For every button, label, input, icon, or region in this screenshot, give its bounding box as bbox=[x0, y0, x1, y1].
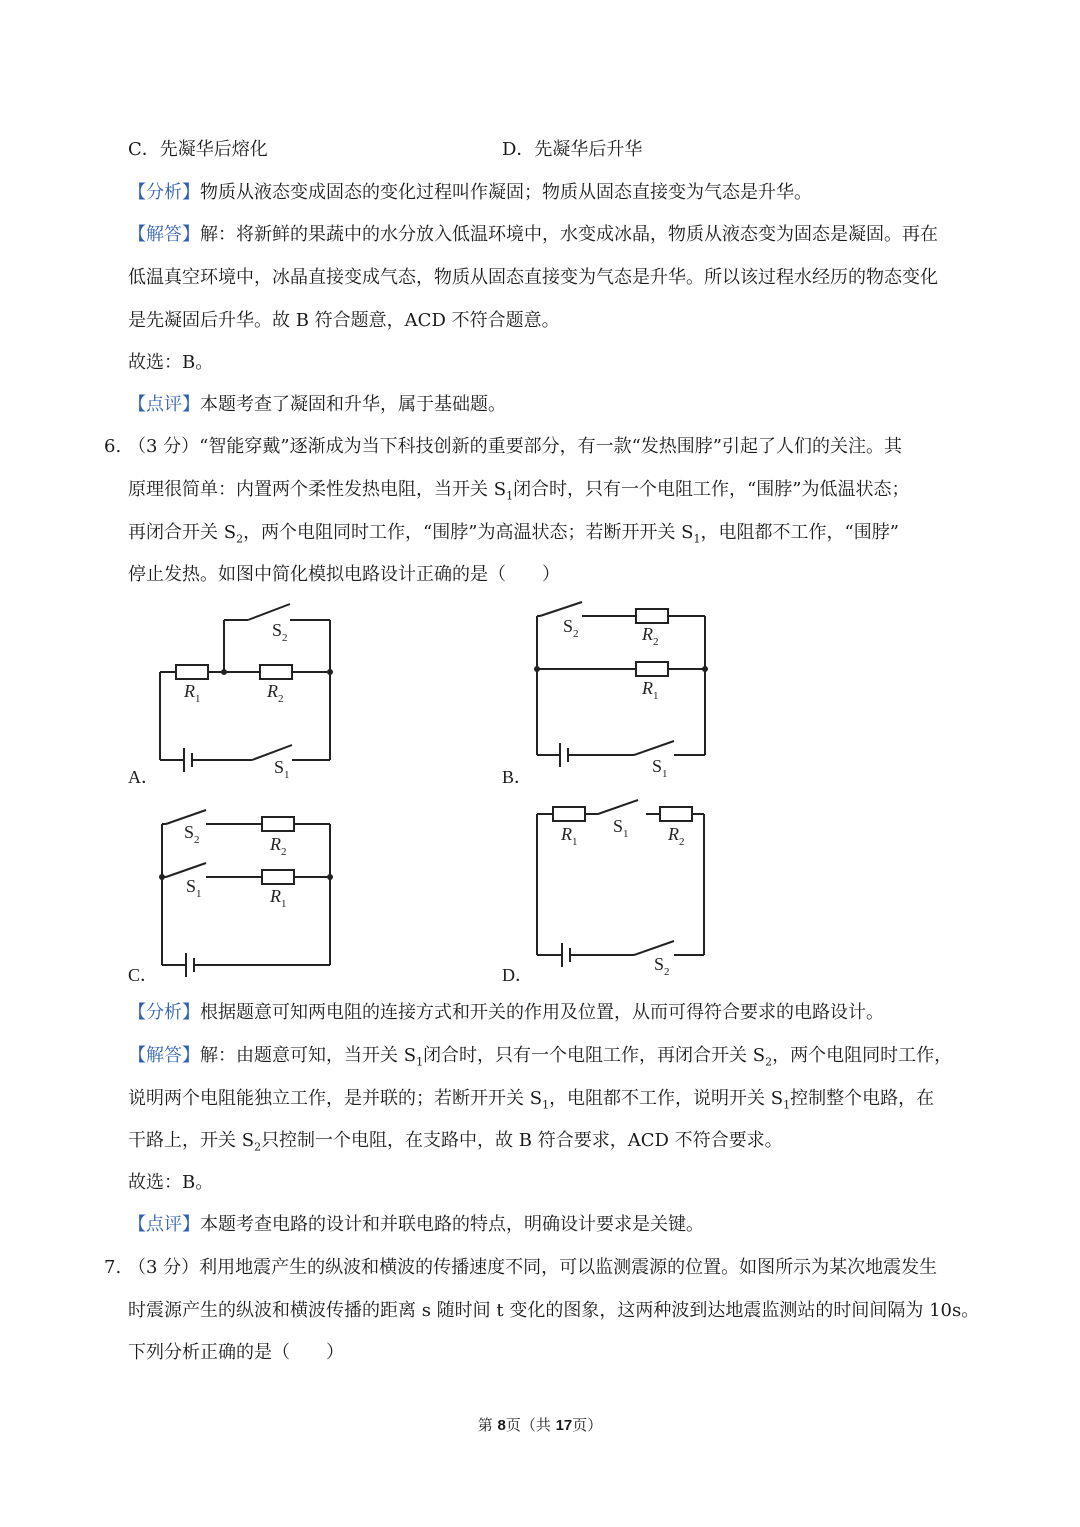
label-r: R bbox=[267, 681, 278, 701]
label-sub: 2 bbox=[679, 836, 685, 848]
label-s: S bbox=[272, 620, 283, 640]
label-r: R bbox=[668, 824, 679, 844]
junction-dot bbox=[327, 874, 333, 880]
q6-answer-line-2 bbox=[128, 1086, 934, 1119]
label-s: S bbox=[274, 757, 285, 777]
text: 说明两个电阻能独立工作，是并联的；若断开开关 S bbox=[128, 1088, 543, 1109]
page-footer bbox=[0, 1414, 1080, 1435]
svg-text:S2 bbox=[184, 822, 200, 846]
label-sub: 1 bbox=[284, 769, 290, 781]
text: 原理很简单：内置两个柔性发热电阻，当开关 S bbox=[128, 479, 507, 500]
switch-s1 bbox=[166, 863, 206, 877]
svg-text:R1 bbox=[641, 678, 659, 702]
text: ，两个电阻同时工作，“围脖”为高温状态；若断开开关 S bbox=[243, 522, 694, 543]
resistor-r1 bbox=[636, 662, 668, 676]
label-sub: 2 bbox=[278, 693, 284, 705]
svg-text:S2 bbox=[272, 620, 288, 644]
label-sub: 1 bbox=[572, 836, 578, 848]
option-c-label: C． bbox=[128, 965, 159, 985]
answer-text: 解：将新鲜的果蔬中的水分放入低温环境中，水变成冰晶，物质从液态变为固态是凝固。再在 bbox=[200, 224, 938, 245]
label-s: S bbox=[654, 954, 665, 974]
text: 闭合时，只有一个电阻工作，再闭合开关 S bbox=[423, 1045, 766, 1066]
q5-choice: 故选：B。 bbox=[128, 352, 214, 373]
label-sub: 2 bbox=[282, 632, 288, 644]
q7-number: 7. bbox=[104, 1257, 122, 1278]
option-d: D．先凝华后升华 bbox=[502, 139, 643, 160]
resistor-r1 bbox=[553, 807, 585, 821]
subscript: 1 bbox=[416, 1055, 424, 1069]
resistor-r1 bbox=[262, 870, 294, 884]
resistor-r2 bbox=[262, 817, 294, 831]
switch-s1 bbox=[598, 800, 638, 814]
analysis-tag: 【分析】 bbox=[128, 1002, 200, 1023]
option-d-label: D． bbox=[502, 965, 533, 985]
label-s: S bbox=[613, 816, 624, 836]
text: 控制整个电路，在 bbox=[790, 1088, 935, 1109]
resistor-r1 bbox=[176, 665, 208, 679]
label-s: S bbox=[652, 756, 663, 776]
label-r: R bbox=[184, 681, 195, 701]
switch-s2 bbox=[248, 604, 290, 620]
comment-text: 本题考查电路的设计和并联电路的特点，明确设计要求是关键。 bbox=[200, 1214, 704, 1235]
subscript: 1 bbox=[783, 1098, 791, 1112]
label-s: S bbox=[184, 822, 195, 842]
label-r: R bbox=[642, 678, 653, 698]
subscript: 2 bbox=[765, 1055, 773, 1069]
analysis-text: 物质从液态变成固态的变化过程叫作凝固；物质从固态直接变为气态是升华。 bbox=[200, 182, 812, 203]
label-sub: 2 bbox=[281, 846, 287, 858]
q7-stem-line-3: 下列分析正确的是（ ） bbox=[128, 1342, 344, 1363]
comment-text: 本题考查了凝固和升华，属于基础题。 bbox=[200, 394, 506, 415]
label-r: R bbox=[270, 834, 281, 854]
footer-text: 页（共 bbox=[505, 1416, 556, 1434]
junction-dot bbox=[534, 666, 540, 672]
q7-stem-line-2: 时震源产生的纵波和横波传播的距离 s 随时间 t 变化的图象，这两种波到达地震监测站的时间间隔为 10s。 bbox=[128, 1300, 980, 1321]
q6-stem-line-1: （3 分）“智能穿戴”逐渐成为当下科技创新的重要部分，有一款“发热围脖”引起了人们的关注。其 bbox=[128, 436, 902, 457]
svg-text:R2 bbox=[266, 681, 284, 705]
junction-dot bbox=[159, 874, 165, 880]
text: ，两个电阻同时工作， bbox=[772, 1045, 953, 1066]
svg-text:S2 bbox=[654, 954, 670, 978]
comment-tag: 【点评】 bbox=[128, 394, 200, 415]
svg-text:R1 bbox=[560, 824, 578, 848]
switch-s2 bbox=[540, 602, 582, 616]
label-sub: 1 bbox=[281, 898, 287, 910]
comment-tag: 【点评】 bbox=[128, 1214, 200, 1235]
label-sub: 2 bbox=[573, 628, 579, 640]
junction-dot bbox=[702, 666, 708, 672]
junction-dot bbox=[327, 669, 333, 675]
q6-answer-line-1 bbox=[128, 1043, 952, 1076]
text: 干路上，开关 S bbox=[128, 1130, 255, 1151]
text: 只控制一个电阻，在支路中，故 B 符合要求，ACD 不符合要求。 bbox=[261, 1130, 783, 1151]
resistor-r2 bbox=[260, 665, 292, 679]
label-r: R bbox=[561, 824, 572, 844]
q6-analysis bbox=[128, 1000, 884, 1026]
label-r: R bbox=[642, 624, 653, 644]
total-pages: 17 bbox=[555, 1417, 573, 1434]
page-number: 8 bbox=[497, 1417, 506, 1434]
answer-tag: 【解答】 bbox=[128, 1045, 200, 1066]
subscript: 2 bbox=[254, 1140, 262, 1154]
junction-dot bbox=[221, 669, 227, 675]
text: ，电阻都不工作，“围脖” bbox=[700, 522, 899, 543]
option-a-label: A． bbox=[128, 767, 159, 787]
text: 解：由题意可知，当开关 S bbox=[200, 1045, 417, 1066]
resistor-r2 bbox=[636, 609, 668, 623]
subscript: 2 bbox=[236, 532, 244, 546]
resistor-r2 bbox=[660, 807, 692, 821]
svg-text:S1 bbox=[186, 876, 202, 900]
q5-answer-line-2: 低温真空环境中，冰晶直接变成气态，物质从固态直接变为气态是升华。所以该过程水经历的物态变化 bbox=[128, 267, 938, 288]
label-sub: 1 bbox=[196, 888, 202, 900]
svg-text:R2 bbox=[667, 824, 685, 848]
label-r: R bbox=[270, 886, 281, 906]
svg-text:S1 bbox=[652, 756, 668, 780]
label-sub: 1 bbox=[195, 693, 201, 705]
q7-stem-line-1: （3 分）利用地震产生的纵波和横波的传播速度不同，可以监测震源的位置。如图所示为某次地震发生 bbox=[128, 1257, 938, 1278]
switch-s2 bbox=[634, 941, 674, 955]
svg-text:S1 bbox=[274, 757, 290, 781]
q5-answer-line-3: 是先凝固后升华。故 B 符合题意，ACD 不符合题意。 bbox=[128, 310, 560, 331]
option-c: C．先凝华后熔化 bbox=[128, 139, 268, 160]
text: 闭合时，只有一个电阻工作，“围脖”为低温状态； bbox=[513, 479, 910, 500]
svg-text:R2 bbox=[269, 834, 287, 858]
svg-text:R1 bbox=[269, 886, 287, 910]
label-sub: 2 bbox=[653, 636, 659, 648]
svg-text:R1 bbox=[183, 681, 201, 705]
footer-text: 页） bbox=[572, 1416, 603, 1434]
q6-number: 6. bbox=[104, 436, 122, 457]
label-sub: 1 bbox=[662, 768, 668, 780]
svg-text:S1 bbox=[613, 816, 629, 840]
q6-answer-line-3 bbox=[128, 1128, 783, 1161]
answer-tag: 【解答】 bbox=[128, 224, 200, 245]
subscript: 1 bbox=[693, 532, 701, 546]
label-s: S bbox=[186, 876, 197, 896]
switch-s1 bbox=[634, 741, 674, 755]
footer-text: 第 bbox=[477, 1416, 498, 1434]
q6-comment bbox=[128, 1212, 704, 1238]
label-sub: 1 bbox=[653, 690, 659, 702]
subscript: 1 bbox=[506, 489, 514, 503]
subscript: 1 bbox=[542, 1098, 550, 1112]
switch-s1 bbox=[252, 745, 292, 760]
text: ，电阻都不工作，说明开关 S bbox=[549, 1088, 784, 1109]
svg-text:S2 bbox=[563, 616, 579, 640]
svg-text:R2 bbox=[641, 624, 659, 648]
analysis-text: 根据题意可知两电阻的连接方式和开关的作用及位置，从而可得符合要求的电路设计。 bbox=[200, 1002, 884, 1023]
text: 再闭合开关 S bbox=[128, 522, 237, 543]
q6-stem-line-4: 停止发热。如图中简化模拟电路设计正确的是（ ） bbox=[128, 564, 560, 585]
q6-choice: 故选：B。 bbox=[128, 1172, 214, 1193]
label-sub: 2 bbox=[194, 834, 200, 846]
label-sub: 1 bbox=[623, 828, 629, 840]
option-b-label: B． bbox=[502, 767, 533, 787]
label-sub: 2 bbox=[664, 966, 670, 978]
label-s: S bbox=[563, 616, 574, 636]
analysis-tag: 【分析】 bbox=[128, 182, 200, 203]
